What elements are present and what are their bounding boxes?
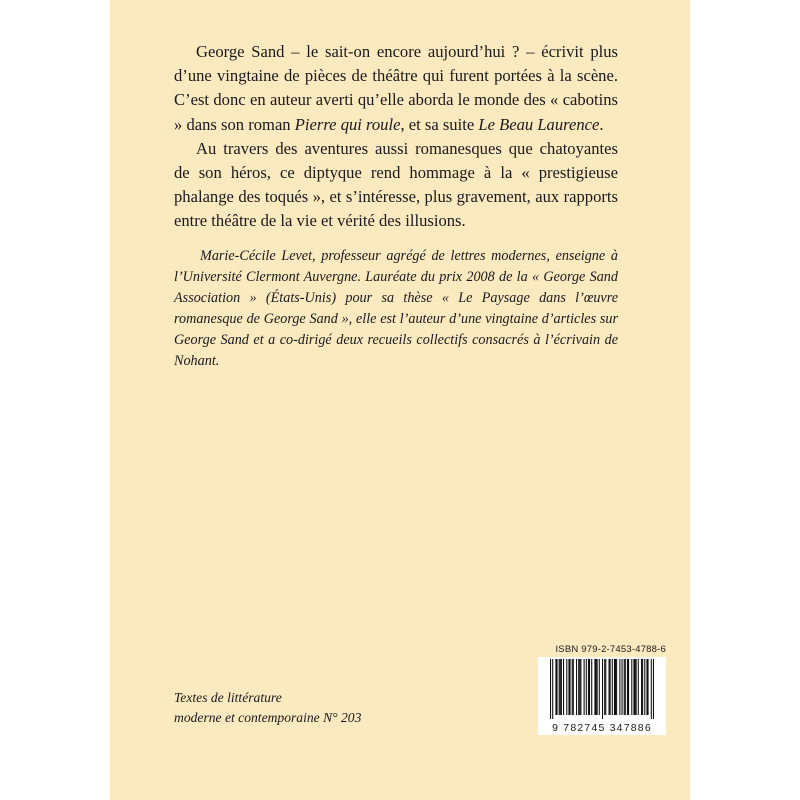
- collection-info: [174, 688, 454, 728]
- blurb-text: , et sa suite: [400, 114, 479, 134]
- blurb-text: George Sand – le sait-on encore aujourd’hui ? – écrivit plus d’une vingtaine de pièces de théâtre qui furent portées à la scène. C’est donc en auteur averti qu’elle aborda le monde des « cabotins » dans son roman: [174, 42, 618, 134]
- collection-line-1: Textes de littérature: [174, 690, 282, 705]
- barcode-digits: 9 782745 347886: [552, 722, 652, 734]
- author-bio: Marie-Cécile Levet, professeur agrégé de lettres modernes, enseigne à l’Université Clermont Auvergne. Lauréate du prix 2008 de la « George Sand Association » (États-Unis) pour sa thèse « Le Paysage dans l’œuvre romanesque de George Sand », elle est l’auteur d’une vingtaine d’articles sur George Sand et a co-dirigé deux recueils collectifs consacrés à l’écrivain de Nohant.: [174, 248, 618, 369]
- blurb-paragraph-2: Au travers des aventures aussi romanesques que chatoyantes de son héros, ce diptyque rend hommage à la « prestigieuse phalange des toqués », et s’intéresse, plus gravement, aux rapports entre théâtre de la vie et vérité des illusions.: [174, 138, 618, 231]
- blurb-paragraph-1: [174, 40, 618, 137]
- barcode: [538, 657, 666, 735]
- barcode-bars: [550, 659, 654, 719]
- blurb: [174, 40, 618, 234]
- book-title-le-beau-laurence: Le Beau Laurence: [478, 114, 600, 134]
- book-title-pierre-qui-roule: Pierre qui roule: [294, 114, 401, 134]
- barcode-area: [538, 644, 666, 735]
- back-cover: [110, 0, 690, 800]
- collection-line-2: moderne et contemporaine N° 203: [174, 710, 362, 725]
- blurb-text: .: [599, 114, 604, 134]
- isbn-label: ISBN 979-2-7453-4788-6: [555, 644, 666, 655]
